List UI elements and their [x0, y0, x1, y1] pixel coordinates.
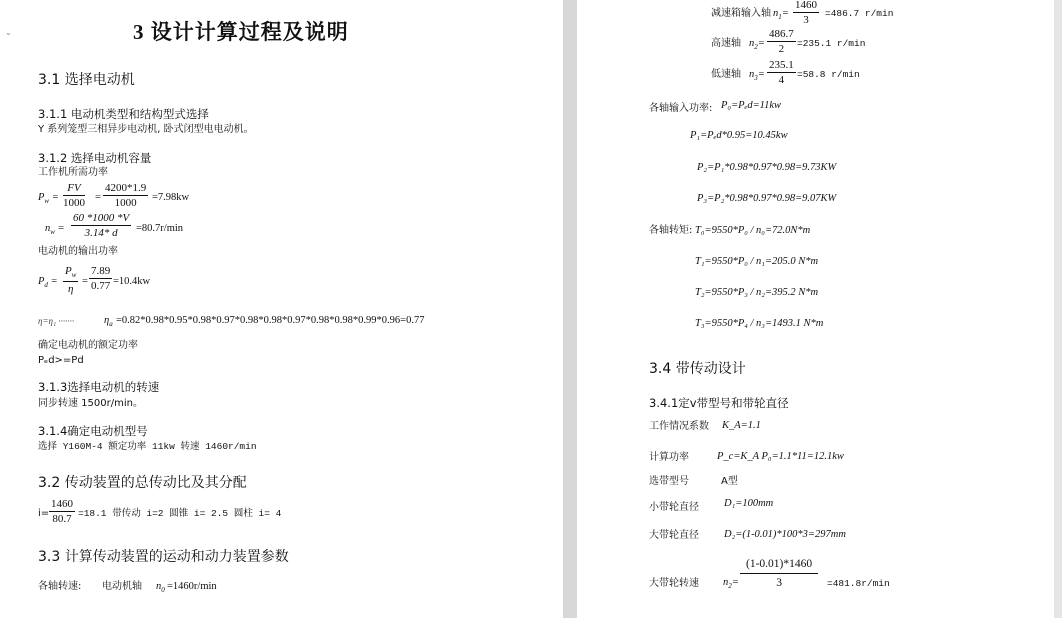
- pw-result: =7.98kw: [152, 192, 190, 203]
- n1-fraction: $\frac{1460}{3}$: [795, 0, 817, 27]
- n3-value: =58.8 r/min: [797, 69, 860, 80]
- n0-symbol: $n_0$: [156, 581, 165, 595]
- n2b-symbol: $n_2=$: [723, 577, 739, 591]
- pd-equals: =: [82, 276, 88, 287]
- n3-symbol: $n_3=$: [749, 69, 765, 83]
- motor-type-text: Y 系列笼型三相异步电动机, 卧式闭型电电动机。: [38, 124, 254, 135]
- ka-label: 工作情况系数: [649, 421, 709, 432]
- p1-expression: P₁=Pₑd*0.95=10.45kw: [690, 130, 788, 141]
- n2b-fraction: $\frac{(1-0.01)*1460}{3}$: [740, 558, 818, 589]
- t2-expression: T₂=9550*P₃ / n₂=395.2 N*m: [695, 287, 819, 298]
- right-edge-shadow: [1054, 0, 1062, 618]
- pd-fraction-2: $\frac{7.89}{0.77}$: [91, 265, 111, 293]
- reducer-input-label: 减速箱输入轴: [711, 8, 771, 19]
- chapter-title: 3 设计计算过程及说明: [133, 20, 349, 44]
- nw-symbol: $n_w$ =: [45, 223, 65, 237]
- ka-expression: K_A=1.1: [722, 420, 761, 431]
- page-gutter: [563, 0, 577, 618]
- ratio-distribution: =18.1 带传动 i=2 圆锥 i= 2.5 圆柱 i= 4: [78, 508, 282, 519]
- d2-expression: D₂=(1-0.01)*100*3=297mm: [724, 529, 846, 540]
- n2-symbol: $n_2=$: [749, 38, 765, 52]
- torque-label: 各轴转矩:: [649, 225, 693, 236]
- belt-model-label: 选带型号: [649, 476, 689, 487]
- eta-a-symbol: $\eta_a$: [104, 315, 113, 329]
- section-3-1-heading: 3.1 选择电动机: [38, 72, 135, 88]
- motor-model-text: 选择 Y160M-4 额定功率 11kw 转速 1460r/min: [38, 441, 257, 452]
- n2-fraction: $\frac{486.7}{2}$: [769, 28, 794, 56]
- work-power-label: 工作机所需功率: [38, 167, 108, 178]
- n1-value: =486.7 r/min: [825, 8, 894, 19]
- eta-expression: =0.82*0.98*0.95*0.98*0.97*0.98*0.98*0.97*0.98*0.98*0.99*0.96=0.77: [116, 315, 425, 326]
- t3-expression: T₃=9550*P₄ / n₃=1493.1 N*m: [695, 318, 824, 329]
- low-speed-shaft-label: 低速轴: [711, 69, 741, 80]
- section-3-1-4-heading: 3.1.4确定电动机型号: [38, 424, 148, 438]
- calc-power-label: 计算功率: [649, 452, 689, 463]
- p3-expression: P₃=P₂*0.98*0.97*0.98=9.07KW: [697, 193, 837, 204]
- motor-shaft-label: 电动机轴: [102, 581, 142, 592]
- section-3-4-heading: 3.4 带传动设计: [649, 361, 746, 377]
- pw-fraction-2: $\frac{4200*1.9}{1000}$: [105, 182, 147, 210]
- ratio-i: i=: [38, 508, 50, 519]
- left-margin-marker: ⌄: [5, 28, 12, 37]
- nw-result: =80.7r/min: [136, 223, 184, 234]
- belt-model-value: A型: [721, 476, 738, 487]
- pd-result: =10.4kw: [113, 276, 151, 287]
- section-3-1-1-heading: 3.1.1 电动机类型和结构型式选择: [38, 107, 209, 121]
- large-pulley-label: 大带轮直径: [649, 530, 699, 541]
- high-speed-shaft-label: 高速轴: [711, 38, 741, 49]
- pw-symbol: $P_w$ =: [38, 192, 59, 206]
- n3-fraction: $\frac{235.1}{4}$: [769, 59, 794, 87]
- p0-expression: P₀=Pₑd=11kw: [721, 100, 782, 111]
- shaft-speed-label: 各轴转速:: [38, 581, 82, 592]
- section-3-4-1-heading: 3.4.1定v带型号和带轮直径: [649, 396, 789, 410]
- eta-product-lhs: η=η₁ ·······: [38, 316, 75, 326]
- ped-text: Pₑd>=Pd: [38, 355, 84, 366]
- ratio-fraction: $\frac{1460}{80.7}$: [51, 498, 73, 526]
- p2-expression: P₂=P₁*0.98*0.97*0.98=9.73KW: [697, 162, 837, 173]
- pw-fraction-1: $\frac{FV}{1000}$: [63, 182, 85, 210]
- right-page: [577, 0, 1062, 618]
- n2-value: =235.1 r/min: [797, 38, 866, 49]
- nw-fraction: $\frac{60 *1000 *V}{3.14* d}$: [73, 212, 130, 240]
- motor-output-label: 电动机的输出功率: [38, 246, 118, 257]
- section-3-1-2-heading: 3.1.2 选择电动机容量: [38, 151, 152, 165]
- pd-symbol: $P_d$ =: [38, 276, 58, 290]
- small-pulley-label: 小带轮直径: [649, 502, 699, 513]
- section-3-3-heading: 3.3 计算传动装置的运动和动力装置参数: [38, 549, 289, 565]
- t1-expression: T₁=9550*P₀ / n₁=205.0 N*m: [695, 256, 819, 267]
- n0-value: =1460r/min: [167, 581, 217, 592]
- d1-expression: D₁=100mm: [724, 498, 774, 509]
- pc-expression: P_c=K_A P₀=1.1*11=12.1kw: [717, 451, 844, 462]
- section-3-2-heading: 3.2 传动装置的总传动比及其分配: [38, 475, 247, 491]
- n1-symbol: $n_1=$: [773, 8, 789, 22]
- pd-fraction-1: $\frac{P_w}{\eta}$: [65, 265, 77, 295]
- sync-speed-text: 同步转速 1500r/min。: [38, 398, 143, 409]
- section-3-1-3-heading: 3.1.3选择电动机的转速: [38, 380, 160, 394]
- pw-equals: =: [95, 192, 101, 203]
- large-speed-label: 大带轮转速: [649, 578, 699, 589]
- rated-power-label: 确定电动机的额定功率: [38, 340, 138, 351]
- input-power-label: 各轴输入功率:: [649, 103, 713, 114]
- t0-expression: T₀=9550*P₀ / n₀=72.0N*m: [695, 225, 811, 236]
- n2b-value: =481.8r/min: [827, 578, 890, 589]
